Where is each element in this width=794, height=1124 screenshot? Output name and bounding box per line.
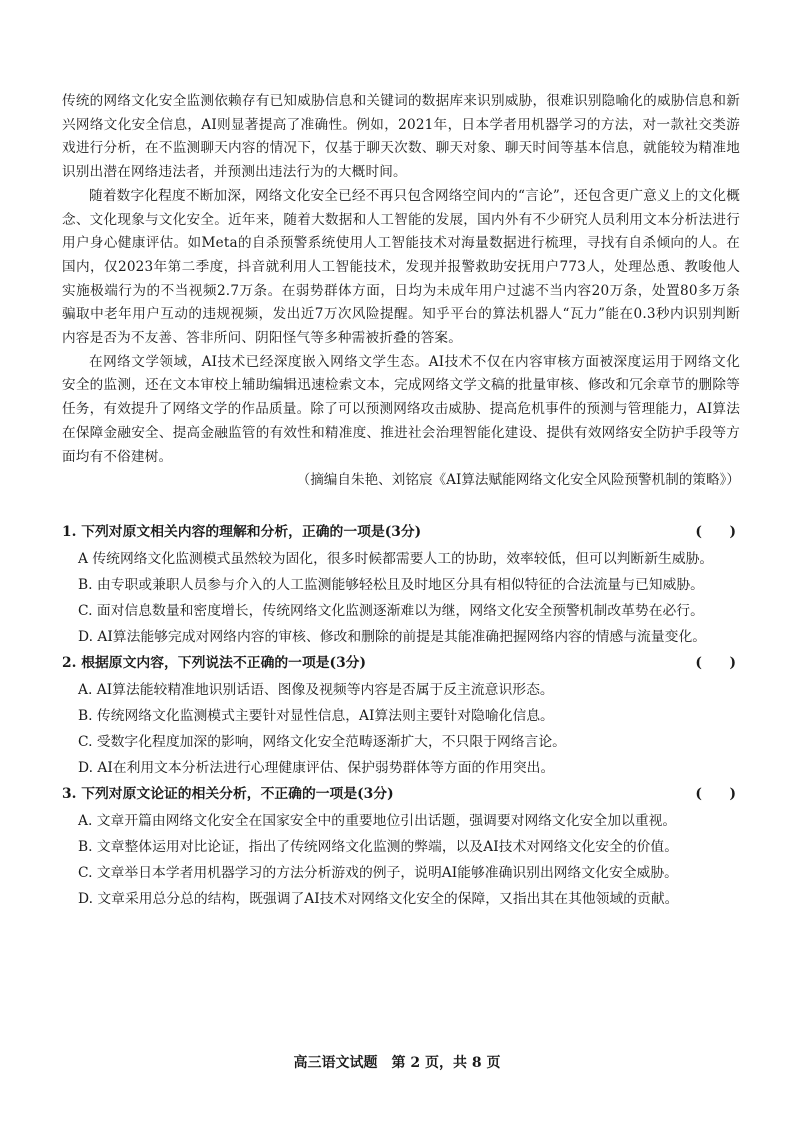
option-b[interactable] <box>62 834 740 860</box>
reading-passage <box>62 90 740 493</box>
option-letter: B. <box>78 708 93 724</box>
question-list <box>62 519 740 912</box>
option-text: 文章举日本学者用机器学习的方法分析游戏的例子，说明AI能够准确识别出网络文化安全威胁。 <box>96 865 678 881</box>
option-d[interactable] <box>62 755 740 781</box>
passage-source: （摘编自朱艳、刘铭宸《AI算法赋能网络文化安全风险预警机制的策略》） <box>296 472 740 489</box>
option-letter: B. <box>78 577 93 593</box>
option-text: AI算法能够完成对网络内容的审核、修改和删除的前提是其能准确把握网络内容的情感与流量变化。 <box>97 629 707 645</box>
option-b[interactable] <box>62 572 740 598</box>
option-letter: A. <box>78 682 93 698</box>
option-text: 文章开篇由网络文化安全在国家安全中的重要地位引出话题，强调要对网络文化安全加以重视。 <box>96 813 677 829</box>
passage-paragraph-3: 在网络文学领域，AI技术已经深度嵌入网络文学生态。AI技术不仅在内容审核方面被深度运用于网络文化安全的监测，还在文本审校上辅助编辑迅速检索文本，完成网络文学文稿的批量审核、修改和冗余章节的删除等任务，有效提升了网络文学的作品质量。除了可以预测网络攻击威胁、提高危机事件的预测与管理能力，AI算法在保障金融安全、提高金融监管的有效性和精准度、推进社会治理智能化建设、提供有效网络安全防护手段等方面均有不俗建树。 <box>62 353 740 465</box>
question-stem-text: 1. 下列对原文相关内容的理解和分析，正确的一项是(3分) <box>62 524 422 540</box>
page-footer: 高三语文试题 第 2 页，共 8 页 <box>293 1055 501 1071</box>
question-stem-text: 3. 下列对原文论证的相关分析，不正确的一项是(3分) <box>62 786 394 802</box>
question-3 <box>62 781 740 912</box>
option-letter: D. <box>78 760 93 776</box>
option-a[interactable] <box>62 546 740 572</box>
option-letter: C. <box>78 603 93 619</box>
option-text: 由专职或兼职人员参与介入的人工监测能够轻松且及时地区分具有相似特征的合法流量与已知威胁。 <box>96 577 704 593</box>
question-stem-text: 2. 根据原文内容，下列说法不正确的一项是(3分) <box>62 655 367 671</box>
answer-blank[interactable]: ( ) <box>695 524 736 540</box>
option-letter: C. <box>78 734 93 750</box>
question-stem <box>62 519 740 546</box>
question-2 <box>62 650 740 781</box>
option-d[interactable] <box>62 886 740 912</box>
answer-blank[interactable]: ( ) <box>695 786 736 802</box>
option-c[interactable] <box>62 729 740 755</box>
option-letter: D. <box>78 891 93 907</box>
question-1 <box>62 519 740 650</box>
option-text: 文章采用总分总的结构，既强调了AI技术对网络文化安全的保障，又指出其在其他领域的贡献。 <box>97 891 679 907</box>
answer-blank[interactable]: ( ) <box>695 655 736 671</box>
option-text: 受数字化程度加深的影响，网络文化安全范畴逐渐扩大，不只限于网络言论。 <box>96 734 566 750</box>
option-letter: B. <box>78 839 93 855</box>
option-letter: A. <box>78 813 93 829</box>
option-a[interactable] <box>62 808 740 834</box>
option-c[interactable] <box>62 598 740 624</box>
option-text: 传统网络文化监测模式虽然较为固化，很多时候都需要人工的协助，效率较低，但可以判断新生威胁。 <box>92 551 714 567</box>
option-letter: C. <box>78 865 93 881</box>
question-stem <box>62 650 740 677</box>
option-text: 面对信息数量和密度增长，传统网络文化监测逐渐难以为继，网络文化安全预警机制改革势在必行。 <box>96 603 704 619</box>
option-c[interactable] <box>62 860 740 886</box>
option-text: AI在利用文本分析法进行心理健康评估、保护弱势群体等方面的作用突出。 <box>97 760 555 776</box>
passage-paragraph-1: 传统的网络文化安全监测依赖存有已知威胁信息和关键词的数据库来识别威胁，很难识别隐喻化的威胁信息和新兴网络文化安全信息，AI则显著提高了准确性。例如，2021年，日本学者用机器学习的方法，对一款社交类游戏进行分析，在不监测聊天内容的情况下，仅基于聊天次数、聊天对象、聊天时间等基本信息，就能较为精准地识别出潜在网络违法者，并预测出违法行为的大概时间。 <box>62 93 740 181</box>
option-text: 传统网络文化监测模式主要针对显性信息，AI算法则主要针对隐喻化信息。 <box>96 708 554 724</box>
option-b[interactable] <box>62 703 740 729</box>
option-letter: D. <box>78 629 93 645</box>
option-d[interactable] <box>62 624 740 650</box>
option-letter: A <box>78 551 88 567</box>
question-stem <box>62 781 740 808</box>
option-text: AI算法能较精准地识别话语、图像及视频等内容是否属于反主流意识形态。 <box>96 682 554 698</box>
option-text: 文章整体运用对比论证，指出了传统网络文化监测的弊端，以及AI技术对网络文化安全的价值。 <box>96 839 679 855</box>
option-a[interactable] <box>62 677 740 703</box>
passage-paragraph-2: 随着数字化程度不断加深，网络文化安全已经不再只包含网络空间内的“言论”，还包含更广意义上的文化概念、文化现象与文化安全。近年来，随着大数据和人工智能的发展，国内外有不少研究人员利用文本分析法进行用户身心健康评估。如Meta的自杀预警系统使用人工智能技术对海量数据进行梳理，寻找有自杀倾向的人。在国内，仅2023年第二季度，抖音就利用人工智能技术，发现并报警救助安抚用户773人，处理怂恿、教唆他人实施极端行为的不当视频2.7万条。在弱势群体方面，日均为未成年用户过滤不当内容20万条，处置80多万条骗取中老年用户互动的违规视频，发出近7万次风险提醒。知乎平台的算法机器人“瓦力”能在0.3秒内识别判断内容是否为不友善、答非所问、阴阳怪气等多种需被折叠的答案。 <box>62 187 740 347</box>
